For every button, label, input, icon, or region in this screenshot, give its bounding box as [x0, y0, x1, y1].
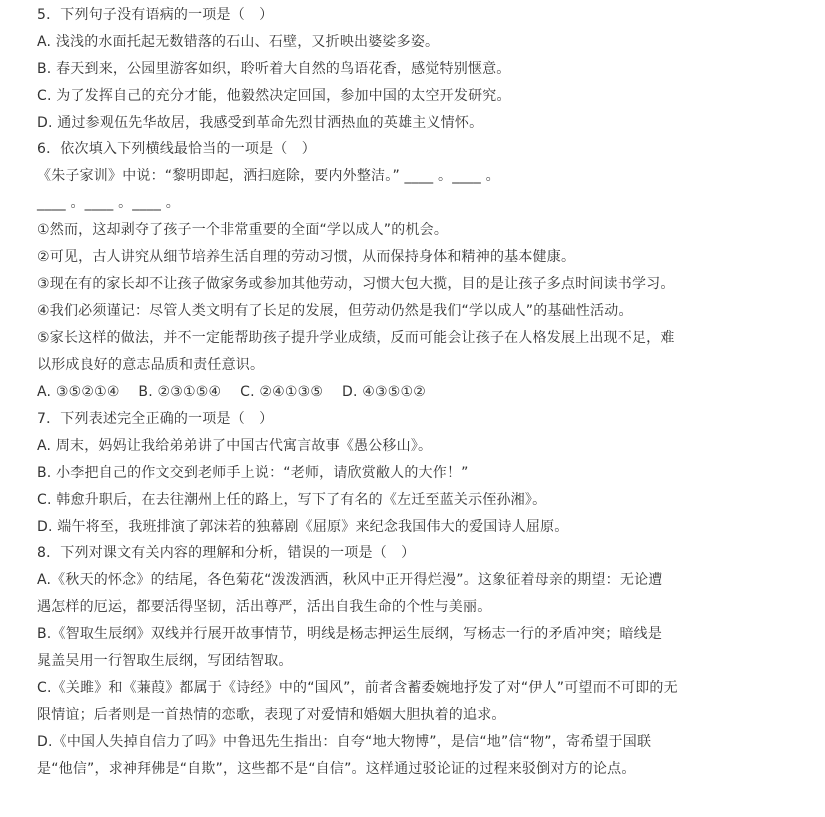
- q8-stem: 8．下列对课文有关内容的理解和分析，错误的一项是（ ）: [37, 545, 416, 561]
- q5-option-d: D. 通过参观伍先华故居，我感受到革命先烈甘洒热血的英雄主义情怀。: [37, 115, 484, 131]
- q6-stem: 6．依次填入下列横线最恰当的一项是（ ）: [37, 141, 316, 157]
- q6-sentence-5-line2: 以形成良好的意志品质和责任意识。: [37, 357, 265, 373]
- q6-sentence-3: ③现在有的家长却不让孩子做家务或参加其他劳动，习惯大包大揽，目的是让孩子多点时间读书学习。: [37, 276, 675, 292]
- q6-sentence-2: ②可见，古人讲究从细节培养生活自理的劳动习惯，从而保持身体和精神的基本健康。: [37, 249, 576, 265]
- q6-blanks-line: ____ 。____ 。____ 。: [37, 195, 180, 211]
- q5-stem: 5．下列句子没有语病的一项是（ ）: [37, 7, 274, 23]
- q6-sentence-5-line1: ⑤家长这样的做法，并不一定能帮助孩子提升学业成绩，反而可能会让孩子在人格发展上出现不足，难: [37, 330, 675, 346]
- q8-option-c-line2: 限情谊；后者则是一首热情的恋歌，表现了对爱情和婚姻大胆执着的追求。: [37, 707, 506, 723]
- q7-option-d: D. 端午将至，我班排演了郭沫若的独幕剧《屈原》来纪念我国伟大的爱国诗人屈原。: [37, 519, 569, 535]
- q8-option-b-line2: 晁盖吴用一行智取生辰纲，写团结智取。: [37, 653, 293, 669]
- q6-options: A. ③⑤②①④ B. ②③①⑤④ C. ②④①③⑤ D. ④③⑤①②: [37, 384, 427, 400]
- q6-sentence-4: ④我们必须谨记：尽管人类文明有了长足的发展，但劳动仍然是我们“学以成人”的基础性活动。: [37, 303, 633, 319]
- q8-option-d-line1: D.《中国人失掉自信力了吗》中鲁迅先生指出：自夸“地大物博”，是信“地”信“物”，寄希望于国联: [37, 734, 652, 750]
- q8-option-a-line1: A.《秋天的怀念》的结尾，各色菊花“泼泼洒洒，秋风中正开得烂漫”。这象征着母亲的期望：无论遭: [37, 572, 663, 588]
- q8-option-d-line2: 是“他信”，求神拜佛是“自欺”，这些都不是“自信”。这样通过驳论证的过程来驳倒对方的论点。: [37, 761, 636, 777]
- q8-option-c-line1: C.《关雎》和《蒹葭》都属于《诗经》中的“国风”，前者含蓄委婉地抒发了对“伊人”可望而不可即的无: [37, 680, 678, 696]
- q5-option-a: A. 浅浅的水面托起无数错落的石山、石壁，又折映出婆娑多姿。: [37, 34, 440, 50]
- q6-sentence-1: ①然而，这却剥夺了孩子一个非常重要的全面“学以成人”的机会。: [37, 222, 449, 238]
- q7-option-a: A. 周末，妈妈让我给弟弟讲了中国古代寓言故事《愚公移山》。: [37, 438, 433, 454]
- q7-stem: 7．下列表述完全正确的一项是（ ）: [37, 411, 274, 427]
- q7-option-b: B. 小李把自己的作文交到老师手上说：“老师，请欣赏敝人的大作！”: [37, 465, 469, 481]
- q7-option-c: C. 韩愈升职后，在去往潮州上任的路上，写下了有名的《左迁至蓝关示侄孙湘》。: [37, 492, 547, 508]
- q8-option-b-line1: B.《智取生辰纲》双线并行展开故事情节，明线是杨志押运生辰纲，写杨志一行的矛盾冲突；暗线是: [37, 626, 663, 642]
- q5-option-c: C. 为了发挥自己的充分才能，他毅然决定回国，参加中国的太空开发研究。: [37, 88, 511, 104]
- q5-option-b: B. 春天到来，公园里游客如织，聆听着大自然的鸟语花香，感觉特别惬意。: [37, 61, 511, 77]
- q6-quote-line: 《朱子家训》中说：“黎明即起，洒扫庭除，要内外整洁。” ____ 。____ 。: [37, 168, 500, 184]
- q8-option-a-line2: 遇怎样的厄运，都要活得坚韧，活出尊严，活出自我生命的个性与美丽。: [37, 599, 492, 615]
